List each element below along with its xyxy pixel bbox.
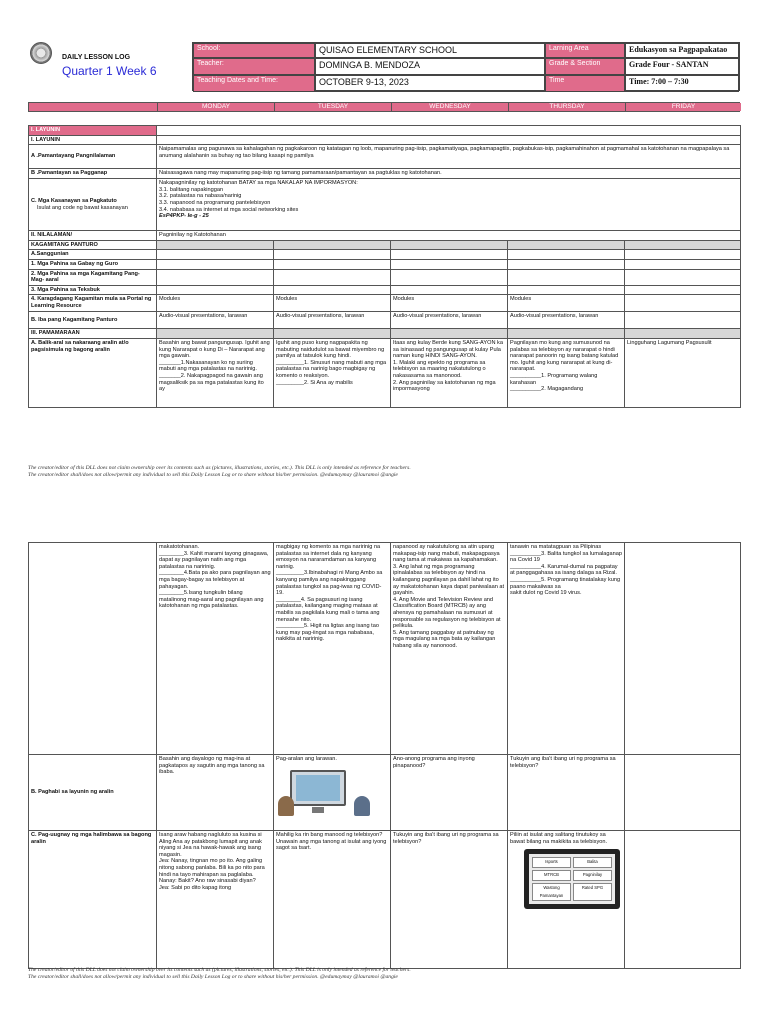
kasanayan-cell: [157, 179, 741, 231]
footer-line1: The creator/editor of this DLL does not claim ownership over its contents such as (pictures, illustrations, stories, etc.). This DLL is only intended as reference for teachers.: [28, 967, 411, 973]
monitor-stand-icon: [312, 807, 324, 813]
paghabi-tuesday: Pag-aralan ang larawan.: [276, 756, 337, 762]
paghabi-label: B. Paghabi sa layunin ng aralin: [29, 755, 157, 831]
table-row: [29, 831, 741, 969]
tv-word: Balita: [573, 857, 612, 868]
iba-pang-wednesday: Audio-visual presentations, larawan: [391, 312, 508, 329]
gabay-label: 1. Mga Pahina sa Gabay ng Guro: [29, 259, 157, 269]
day-header-blank: [29, 103, 157, 111]
table-row: [29, 338, 741, 407]
empty-cell: [274, 285, 391, 295]
area-label: Larning Area: [545, 43, 625, 58]
tv-word: Pagninilay: [573, 870, 612, 881]
empty-cell: [157, 259, 274, 269]
pamantayan-sa-pagganap-label: B .Pamantayan sa Pagganap: [29, 169, 157, 179]
empty-cell: [274, 269, 391, 285]
empty-cell: [157, 285, 274, 295]
empty-cell: [29, 543, 157, 755]
empty-cell: [508, 329, 625, 339]
table-row: [29, 312, 741, 329]
balik-cont-tuesday: magbigay ng komento sa mga naririnig na patalastas sa internet dala ng kanyang emosyon na nararamdaman sa kanyang narinig. _________3.Ibinabahagi ni Mang Ambo sa kanyang pamilya ang napakinggang patalastas tungkol sa pag-iwas ng COVID-19. ________4. Sa pagsusuri ng isang patalastas, kailangang maging mataas at mabilis sa pagkilala kung mali o tama ang mensahe nito. _________5. Higit na ligtas ang isang tao kung may pag-iingat sa mga nababasa, nakikita at naririnig.: [274, 543, 391, 755]
time-value: Time: 7:00 – 7:30: [625, 75, 739, 92]
table-row: [29, 126, 741, 136]
empty-cell: [508, 259, 625, 269]
table-row: [29, 240, 741, 250]
table-row: [29, 269, 741, 285]
sanggunian-label: A.Sanggunian: [29, 250, 157, 260]
grade-value: Grade Four - SANTAN: [625, 58, 739, 75]
kasanayan-text: Nakapagninilay ng katotohanan BATAY sa mga NAKALAP NA IMPORMASYON: 3.1. balitang napakinggan 3.2. patalastas na nabasa/narinig 3.3. napanood na programang pantelebisyon 3.4. nababasa sa internet at mga social networking sites: [159, 180, 358, 213]
empty-cell: [157, 329, 274, 339]
paghabi-monday: Basahin ang dayalogo ng mag-ina at pagkatapos ay sagutin ang mga tanong sa ibaba.: [157, 755, 274, 831]
balik-cont-thursday: tanawin na matatagpuan sa Pilipinas __________3. Balita tungkol sa lumalaganap na Covid 19 __________4. Karumal-dumal na pagpatay at panggagahasa sa isang dalaga sa Rizal. __________5. Programang tinatalakay kung paano makaiiwas sa sakit dulot ng Covid 19 virus.: [508, 543, 625, 755]
balik-aral-wednesday: Itaas ang kulay Berde kung SANG-AYON ka sa isinasaad ng pangungusap at kulay Pula naman kung HINDI SANG-AYON. 1. Malaki ang epekto ng programa sa telebisyon sa maaring nakatutulong o nakasasama sa manonood. 2. Ang pagninilay sa katotohanan ng mga impormasyong: [391, 338, 508, 407]
paghabi-friday: [625, 755, 741, 831]
school-label: School:: [193, 43, 315, 58]
pag-uugnay-thursday-cell: [508, 831, 625, 969]
empty-cell: [391, 329, 508, 339]
child-figure-icon: [354, 796, 370, 816]
table-row: [29, 329, 741, 339]
day-header-monday: MONDAY: [157, 103, 274, 111]
lesson-table-page1: [28, 125, 741, 408]
kasanayan-label: C. Mga Kasanayan sa Pagkatuto: [31, 198, 117, 205]
balik-cont-wednesday: napanood ay nakatutulong sa atin upang makapag-isip nang mabuti, makapagpasya nang tama at makaiwas sa kapahamakan. 3. Ang lahat ng mga programang ipinalalabas sa telebisyon ay hindi na kailangang pagnilayan pa dahil lahat ng ito ay makatotohanan kaya dapat paniwalaan at gayahin. 4. Ang Movie and Television Review and Classification Board (MTRCB) ay ang ahensya ng pamahalaan na sumusuri at responsable sa regulasyon ng telebisyon at pelikula. 5. Ang tamang paggabay at patnubay ng mga magulang sa mga bata ay kailangan habang sila ay nanonood.: [391, 543, 508, 755]
tv-word: Isports: [532, 857, 571, 868]
page-two: [0, 512, 768, 1024]
teacher-value: DOMINGA B. MENDOZA: [315, 58, 545, 75]
table-row: [29, 135, 741, 145]
balik-aral-thursday: Pagnilayan mo kung ang sumusunod na palabas sa telebisyon ay nararapat o hindi nararapat panoorin ng isang batang katulad mo. Iguhit ang kung nararapat at kung di-nararapat. __________1. Programang walang karahasan __________2. Magagandang: [508, 338, 625, 407]
table-row: [29, 250, 741, 260]
paghabi-thursday: Tukuyin ang iba't ibang uri ng programa sa telebisyon?: [508, 755, 625, 831]
pag-uugnay-wednesday: Tukuyin ang iba't ibang uri ng programa sa telebisyon?: [391, 831, 508, 969]
table-row: [29, 179, 741, 231]
empty-cell: [157, 135, 741, 145]
dll-header: [28, 42, 740, 91]
balik-aral-tuesday: Iguhit ang puso kung nagpapakita ng mabuting naidudulot sa bawat miyembro ng pamilya at tatsulok kung hindi. _________1. Sinusuri nang mabuti ang mga patalastas na narinig bago magbigay ng komento o reaksiyon. _________2. Si Ana ay mabilis: [274, 338, 391, 407]
balik-aral-label: A. Balik-aral sa nakaraang aralin at/o pagsisimula ng bagong aralin: [29, 338, 157, 407]
balik-cont-friday: [625, 543, 741, 755]
child-figure-icon: [278, 796, 294, 816]
pag-uugnay-tuesday: Mahilig ka rin bang manood ng telebisyon? Unawain ang mga tanong at isulat ang iyong sagot sa tsart.: [274, 831, 391, 969]
footer-line2: The creator/editor shall/does not allow/permit any individual to sell this Daily Lesson Log or to share without his/her permission. @edumaymay @lauramoi @angie: [28, 974, 398, 980]
empty-cell: [625, 250, 741, 260]
pag-uugnay-thursday: Piliin at isulat ang salitang tinutukoy sa bawat bilang na makikita sa telebisyon.: [510, 832, 608, 845]
day-header-bar: [28, 102, 740, 112]
lr-monday: Modules: [157, 295, 274, 312]
table-row: [29, 169, 741, 179]
empty-cell: [508, 240, 625, 250]
empty-cell: [274, 259, 391, 269]
tv-word: Wastong Pamantayan: [532, 883, 571, 902]
deped-seal-icon: [30, 42, 52, 64]
empty-cell: [625, 285, 741, 295]
pamantayang-pangnilalaman-label: A .Pamantayang Pangnilalaman: [29, 145, 157, 169]
table-row: [29, 145, 741, 169]
empty-cell: [157, 126, 741, 136]
lr-wednesday: Modules: [391, 295, 508, 312]
empty-cell: [274, 250, 391, 260]
iba-pang-label: B. Iba pang Kagamitang Panturo: [29, 312, 157, 329]
lr-label: 4. Karagdagang Kagamitan mula sa Portal ng Learning Resource: [29, 295, 157, 312]
table-row: [29, 295, 741, 312]
pag-uugnay-friday: [625, 831, 741, 969]
teacher-label: Teacher:: [193, 58, 315, 75]
screen-icon: [296, 775, 340, 801]
table-row: [29, 543, 741, 755]
day-header-tuesday: TUESDAY: [274, 103, 391, 111]
empty-cell: [391, 240, 508, 250]
nilalaman-label: II. NILALAMAN/: [29, 231, 157, 241]
monitor-icon: [290, 770, 346, 806]
tv-word: MTRCB: [532, 870, 571, 881]
empty-cell: [391, 259, 508, 269]
empty-cell: [157, 240, 274, 250]
page2-footer: [28, 967, 740, 981]
tv-word: Rated SPG: [573, 883, 612, 902]
kagamitang-pangmag-label: 2. Mga Pahina sa mga Kagamitang Pang- Mag- aaral: [29, 269, 157, 285]
empty-cell: [391, 250, 508, 260]
kagamitan-label: KAGAMITANG PANTURO: [29, 240, 157, 250]
table-row: [29, 259, 741, 269]
area-value: Edukasyon sa Pagpapakatao: [625, 43, 739, 58]
empty-cell: [625, 269, 741, 285]
children-computer-illustration: [276, 766, 374, 818]
layunin-label: I. LAYUNIN: [29, 135, 157, 145]
empty-cell: [157, 250, 274, 260]
table-row: [29, 231, 741, 241]
teksbuk-label: 3. Mga Pahina sa Teksbuk: [29, 285, 157, 295]
balik-cont-monday: makatotohanan. ________3. Kahit marami tayong ginagawa, dapat ay pagnilayan natin ang mga patalastas na naririnig. ________4.Bata pa ako para pagnilayan ang mga bagay-bagay sa telebisyon at pahayagan. ________5.Isang tungkulin bilang matalinong mag-aaral ang pagnilayan ang katotohanan ng mga patalastas.: [157, 543, 274, 755]
pamantayang-pangnilalaman-text: Naipamamalas ang pagunawa sa kahalagahan ng pagkakaroon ng katatagan ng loob, mapanuring pag-iisip, pagkamatiyaga, pagkamapagtiis, pagkabukas-isip, pagkamahinahon at pagmamahal sa katotohanan na magpapalaya sa anumang alalahanin sa buhay ng tao bilang kasapi ng pamilya: [157, 145, 741, 169]
school-value: QUISAO ELEMENTARY SCHOOL: [315, 43, 545, 58]
log-title: DAILY LESSON LOG: [62, 54, 131, 61]
time-label: Time: [545, 75, 625, 92]
balik-aral-friday: Lingguhang Lagumang Pagsusulit: [625, 338, 741, 407]
footer-line2: The creator/editor shall/does not allow/permit any individual to sell this Daily Lesson Log or to share without his/her permission. @edumaymay @lauramoi @angie: [28, 472, 398, 478]
nilalaman-text: Pagninilay ng Katotohanan: [157, 231, 741, 241]
quarter-label: Quarter 1 Week 6: [62, 64, 157, 78]
kasanayan-code: EsP4PKP- Ie-g - 25: [159, 213, 209, 220]
kasanayan-label-cell: [29, 179, 157, 231]
page1-footer: [28, 465, 740, 479]
lesson-table-page2: [28, 542, 741, 969]
empty-cell: [625, 259, 741, 269]
kasanayan-sub: Isulat ang code ng bawat kasanayan: [37, 204, 128, 211]
grade-label: Grade & Section: [545, 58, 625, 75]
empty-cell: [391, 269, 508, 285]
paghabi-wednesday: Ano-anong programa ang inyong pinapanood?: [391, 755, 508, 831]
table-row: [29, 285, 741, 295]
paghabi-tuesday-cell: [274, 755, 391, 831]
empty-cell: [625, 329, 741, 339]
lr-tuesday: Modules: [274, 295, 391, 312]
empty-cell: [391, 285, 508, 295]
day-header-thursday: THURSDAY: [508, 103, 625, 111]
dates-label: Teaching Dates and Time:: [193, 75, 315, 92]
empty-cell: [274, 240, 391, 250]
empty-cell: [625, 295, 741, 312]
day-header-wednesday: WEDNESDAY: [391, 103, 508, 111]
iba-pang-tuesday: Audio-visual presentations, larawan: [274, 312, 391, 329]
pag-uugnay-monday: Isang araw habang nagluluto sa kusina si Aling Ana ay patakbong lumapit ang anak niyang si Jea na hawak-hawak ang isang magasin. Jea: Nanay, tingnan mo po ito. Ang galing nitong sabong panlaba. Bili ka po nito para hindi na tayo mahirapan sa paglalaba. Nanay: Bakit? Ano raw sinasabi diyan? Jea: Sabi po dito kapag itong: [157, 831, 274, 969]
header-branding: [28, 42, 192, 91]
empty-cell: [508, 269, 625, 285]
lr-thursday: Modules: [508, 295, 625, 312]
table-row: [29, 755, 741, 831]
layunin-bar: I. LAYUNIN: [29, 126, 157, 136]
day-header-friday: FRIDAY: [625, 103, 741, 111]
tv-word-grid: [529, 854, 615, 904]
iba-pang-monday: Audio-visual presentations, larawan: [157, 312, 274, 329]
empty-cell: [625, 312, 741, 329]
iba-pang-thursday: Audio-visual presentations, larawan: [508, 312, 625, 329]
header-info-grid: [192, 42, 740, 91]
television-icon: [524, 849, 620, 909]
footer-line1: The creator/editor of this DLL does not claim ownership over its contents such as (pictures, illustrations, stories, etc.). This DLL is only intended as reference for teachers.: [28, 465, 411, 471]
pag-uugnay-label: C. Pag-uugnay ng mga halimbawa sa bagong aralin: [29, 831, 157, 969]
empty-cell: [274, 329, 391, 339]
pamamaraan-label: III. PAMAMARAAN: [29, 329, 157, 339]
balik-aral-monday: Basahin ang bawat pangungusap. Iguhit ang kung Nararapat o kung Di – Nararapat ang mga gawain. _______1.Nakasanayan ko ng suriing mabuti ang mga patalastas na naririnig. _______2. Nakapagpagod na gawain ang magsaliksik pa sa mga patalastas kung ito ay: [157, 338, 274, 407]
empty-cell: [157, 269, 274, 285]
empty-cell: [625, 240, 741, 250]
empty-cell: [508, 250, 625, 260]
dates-value: OCTOBER 9-13, 2023: [315, 75, 545, 92]
pamantayan-sa-pagganap-text: Naisasagawa nang may mapanuring pag-iisip ng tamang pamamaraan/pamantayan sa pagtuklas ng katotohanan.: [157, 169, 741, 179]
empty-cell: [508, 285, 625, 295]
